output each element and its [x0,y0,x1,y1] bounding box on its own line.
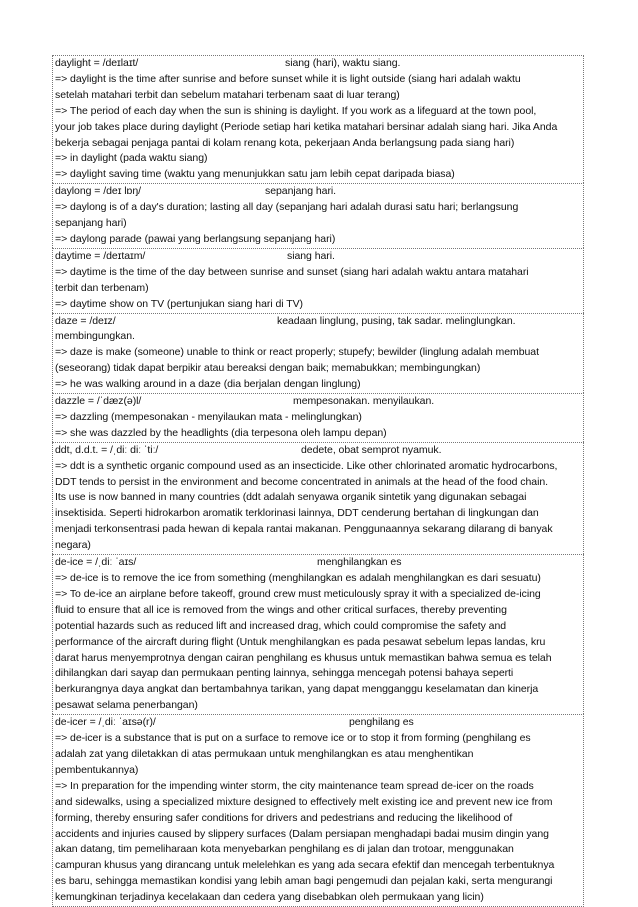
definition-line: => ddt is a synthetic organic compound used as an insecticide. Like other chlorinated aromatic hydrocarbons, [55,459,558,472]
definition-line: => daylight saving time (waktu yang menunjukkan satu jam lebih cepat daripada biasa) [55,168,455,181]
definition-line: menjadi terkonsentrasi pada hewan di kepala rantai makanan. Penggunaannya sekarang dilarang di banyak [55,523,553,536]
definition-line: membingungkan. [55,330,135,343]
definition-line: => he was walking around in a daze (dia berjalan dengan linglung) [55,378,361,391]
headword: daze = /deɪz/ [55,314,116,327]
definition-line: pembentukannya) [55,763,139,776]
definition-line: performance of the aircraft during flight (Untuk menghilangkan es pada pesawat sebelum lepas landas, kru [55,635,546,648]
translation: menghilangkan es [317,556,402,569]
definition-line: => she was dazzled by the headlights (dia terpesona oleh lampu depan) [55,426,387,439]
definition-line: => de-icer is a substance that is put on a surface to remove ice or to stop it from forming (penghilang es [55,732,531,745]
headword: ddt, d.d.t. = /ˌdiː diː ˈtiː/ [55,443,159,456]
definition-line: => daylong parade (pawai yang berlangsung sepanjang hari) [55,232,336,245]
definition-line: => The period of each day when the sun is shining is daylight. If you work as a lifeguard at the town pool, [55,104,537,117]
definition-line: insektisida. Seperti hidrokarbon aromatik terklorinasi lainnya, DDT cenderung bertahan di lingkungan dan [55,507,539,520]
headword: de-ice = /ˌdiː ˈaɪs/ [55,556,137,569]
definition-line: pesawat selama penerbangan) [55,699,198,712]
definition-line: terbit dan terbenam) [55,281,149,294]
entry-header [55,184,581,200]
definition-line: es baru, sehingga memastikan kondisi yang lebih aman bagi pengemudi dan pejalan kaki, serta mengurangi [55,875,553,888]
definition-line: accidents and injuries caused by slippery surfaces (Dalam persiapan menghadapi badai musim dingin yang [55,827,549,840]
definition-line: sepanjang hari) [55,217,127,230]
entry-header [55,394,581,410]
definition-line: DDT tends to persist in the environment and become concentrated in animals at the head of the food chain. [55,475,549,488]
definition-line: => daytime show on TV (pertunjukan siang hari di TV) [55,297,303,310]
definition-line: => To de-ice an airplane before takeoff, ground crew must meticulously spray it with a specialized de-icing [55,587,541,600]
definition-line: => de-ice is to remove the ice from something (menghilangkan es adalah menghilangkan es dari sesuatu) [55,572,541,584]
definition-line: fluid to ensure that all ice is removed from the wings and other critical surfaces, thereby preventing [55,603,507,616]
dictionary-entry [52,393,584,442]
definition-line: => In preparation for the impending winter storm, the city maintenance team spread de-icer on the roads [55,779,534,792]
dictionary-entry [52,183,584,248]
definition-line: (seseorang) tidak dapat berpikir atau bereaksi dengan baik; memabukkan; membingungkan) [55,362,481,375]
headword: daylight = /deɪlaɪt/ [55,57,139,69]
definition-line: your job takes place during daylight (Periode setiap hari ketika matahari bersinar adalah siang hari. Jika Anda [55,120,558,133]
headword: daylong = /deɪ lɒŋ/ [55,185,141,198]
definition-line: Its use is now banned in many countries (ddt adalah senyawa organik sintetik yang digunakan sebagai [55,491,527,504]
headword: dazzle = /ˈdæz(ə)l/ [55,395,142,408]
translation: siang hari. [287,249,335,262]
entry-header [55,715,581,731]
dictionary-document [52,55,584,907]
entry-header [55,314,581,330]
headword: de-icer = /ˌdiː ˈaɪsə(r)/ [55,716,156,729]
definition-line: potential hazards such as reduced lift and increased drag, which could compromise the safety and [55,619,507,632]
definition-line: => in daylight (pada waktu siang) [55,152,208,165]
definition-line: => dazzling (mempesonakan - menyilaukan mata - melinglungkan) [55,410,362,423]
translation: sepanjang hari. [265,185,337,198]
translation: keadaan linglung, pusing, tak sadar. melinglungkan. [277,314,516,327]
dictionary-entry [52,442,584,554]
entry-header [55,56,581,72]
definition-line: => daytime is the time of the day between sunrise and sunset (siang hari adalah waktu antara matahari [55,265,529,278]
dictionary-entry [52,313,584,394]
definition-line: forming, thereby ensuring safer conditions for drivers and pedestrians and reducing the likelihood of [55,811,513,824]
translation: mempesonakan. menyilaukan. [293,395,435,408]
definition-line: berkurangnya daya angkat dan bertambahnya tarikan, yang dapat mengganggu keselamatan dan kinerja [55,683,539,696]
definition-line: campuran khusus yang dirancang untuk melelehkan es yang ada secara efektif dan mencegah terbentuknya [55,859,555,872]
entry-header [55,443,581,459]
definition-line: kemungkinan terjadinya kecelakaan dan cedera yang disebabkan oleh permukaan yang licin) [55,891,484,904]
definition-line: negara) [55,539,91,552]
dictionary-entry [52,714,584,907]
definition-line: bekerja sebagai penjaga pantai di kolam renang kota, pekerjaan Anda berlangsung pada siang hari) [55,136,515,149]
definition-line: => daze is make (someone) unable to think or react properly; stupefy; bewilder (linglung adalah membuat [55,346,539,359]
entry-header [55,555,581,571]
translation: siang (hari), waktu siang. [285,57,401,69]
definition-line: akan datang, tim pemeliharaan kota menyebarkan penghilang es di jalan dan trotoar, menggunakan [55,843,514,856]
definition-line: and sidewalks, using a specialized mixture designed to effectively melt existing ice and prevent new ice from [55,795,553,808]
entry-header [55,249,581,265]
definition-line: darat harus menyemprotnya dengan cairan penghilang es khusus untuk memastikan bahwa semua es telah [55,651,552,664]
dictionary-entry [52,554,584,714]
translation: penghilang es [349,716,414,729]
translation: dedete, obat semprot nyamuk. [301,443,442,456]
dictionary-entry [52,55,584,183]
definition-line: dihilangkan dari sayap dan permukaan penting lainnya, sehingga mencegah potensi bahaya seperti [55,667,514,680]
definition-line: => daylong is of a day's duration; lasting all day (sepanjang hari adalah durasi satu hari; berlangsung [55,201,519,214]
headword: daytime = /deɪtaɪm/ [55,249,146,262]
definition-line: adalah zat yang diletakkan di atas permukaan untuk menghilangkan es atau menghentikan [55,747,474,760]
definition-line: setelah matahari terbit dan sebelum matahari terbenam saat di luar terang) [55,88,400,101]
definition-line: => daylight is the time after sunrise and before sunset while it is light outside (siang hari adalah waktu [55,72,521,85]
dictionary-entry [52,248,584,313]
